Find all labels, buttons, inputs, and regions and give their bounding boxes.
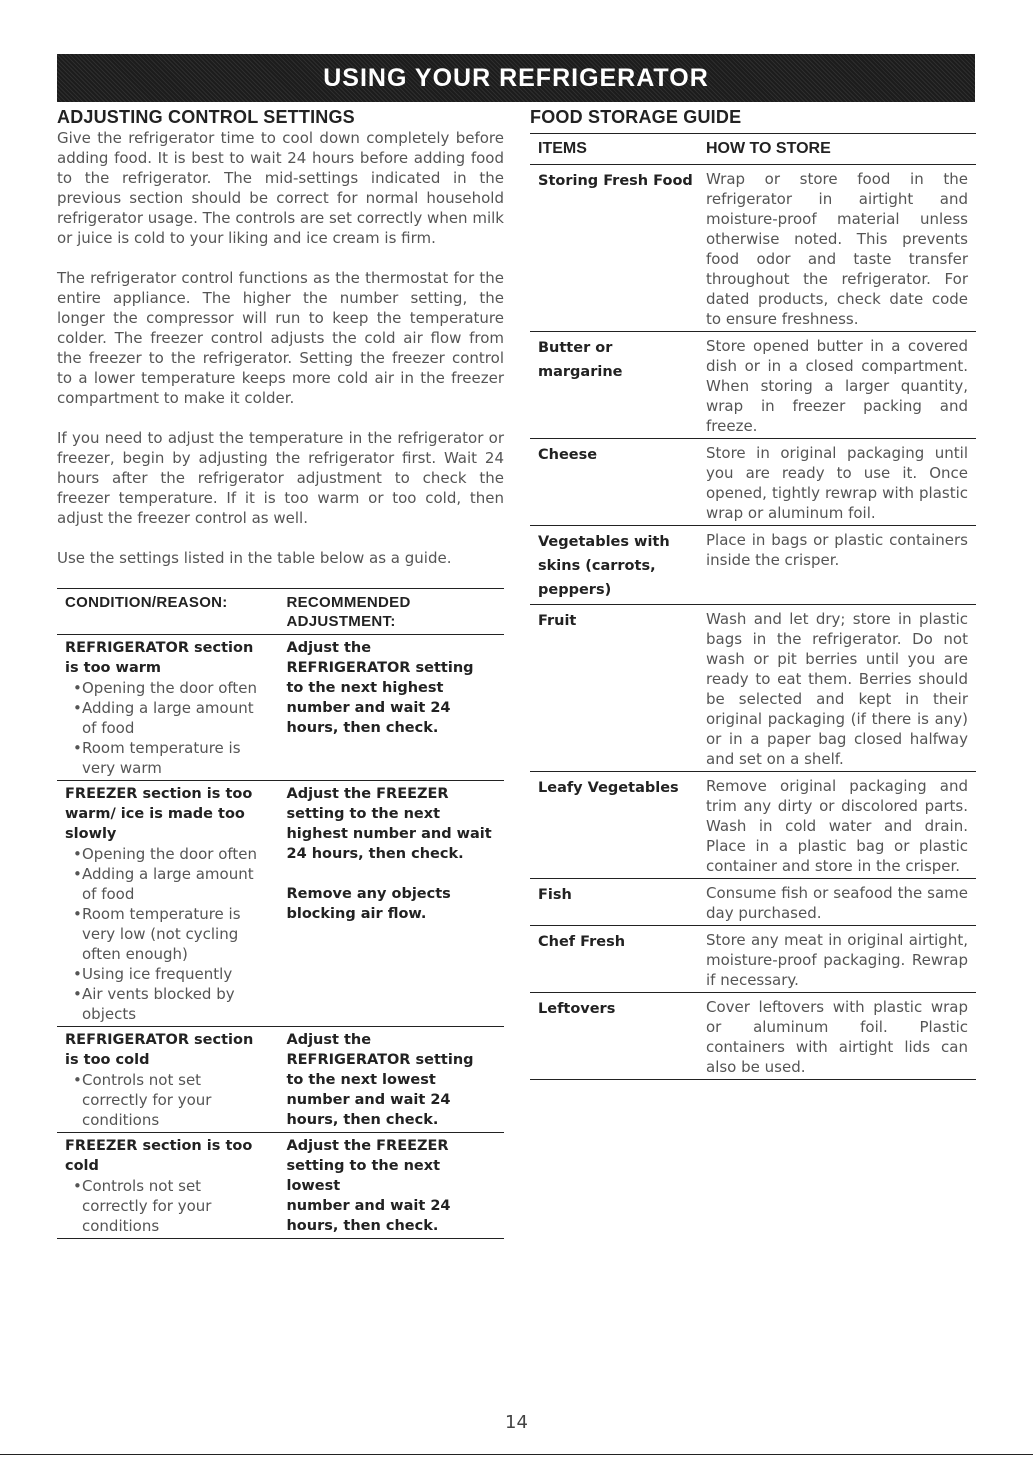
condition-title-line: is too cold — [65, 1052, 150, 1068]
reason-text: objects — [82, 1005, 137, 1023]
adjustment-header-line: RECOMMENDED — [286, 594, 411, 611]
bullet-icon: • — [73, 699, 82, 717]
adjustment-line: REFRIGERATOR setting — [286, 1052, 474, 1068]
reason-item-line — [65, 924, 286, 944]
reason-item-line — [65, 698, 286, 718]
adjustment-line: 24 hours, then check. — [286, 846, 464, 862]
condition-table-body — [57, 635, 504, 1239]
bullet-icon: • — [73, 1071, 82, 1089]
reason-text: conditions — [82, 1111, 160, 1129]
food-item-cell — [538, 776, 706, 876]
table-row — [530, 165, 976, 332]
food-item-line: peppers) — [538, 582, 612, 598]
condition-cell — [65, 1136, 286, 1236]
condition-title-line: cold — [65, 1158, 99, 1174]
reason-text: very low (not cycling — [82, 925, 239, 943]
reason-item-line — [65, 964, 286, 984]
food-guide-column — [530, 106, 976, 1080]
bullet-icon: • — [73, 985, 82, 1003]
reason-text: Opening the door often — [82, 679, 258, 697]
adjustment-line: highest number and wait — [286, 826, 492, 842]
condition-cell — [65, 784, 286, 1024]
reason-item-line — [65, 718, 286, 738]
food-item-cell — [538, 169, 706, 329]
adjustment-cell — [286, 1030, 496, 1130]
adjustment-line: hours, then check. — [286, 1218, 439, 1234]
condition-title-line: is too warm — [65, 660, 161, 676]
adjustment-line: setting to the next lowest — [286, 1158, 441, 1194]
spacer — [286, 864, 496, 884]
adjustment-line: number and wait 24 — [286, 700, 451, 716]
food-item-line: Leafy Vegetables — [538, 780, 679, 796]
reason-text: conditions — [82, 1217, 160, 1235]
adjustment-line: number and wait 24 — [286, 1092, 451, 1108]
adjustment-cell — [286, 784, 496, 1024]
storage-instructions: Wash and let dry; store in plastic bags in the refrigerator. Do not wash or pit berries until you are ready to eat them. Berries should be selected and kept in their original packaging (if there is any) or in a paper bag closed halfway and set on a shelf. — [706, 610, 968, 768]
reason-item-line — [65, 864, 286, 884]
bullet-icon: • — [73, 865, 82, 883]
bottom-divider — [0, 1454, 1033, 1455]
condition-table-header — [57, 589, 504, 635]
reason-item-line — [65, 678, 286, 698]
condition-title-line: slowly — [65, 826, 117, 842]
adjustment-line: Adjust the FREEZER — [286, 1138, 449, 1154]
reason-text: Using ice frequently — [82, 965, 233, 983]
bullet-icon: • — [73, 739, 82, 757]
adjustment-column-header — [286, 593, 496, 634]
table-row — [530, 605, 976, 772]
reason-text: Opening the door often — [82, 845, 258, 863]
page-number: 14 — [505, 1412, 528, 1433]
section-banner: USING YOUR REFRIGERATOR — [57, 54, 975, 102]
condition-table — [57, 588, 504, 1239]
bullet-icon: • — [73, 905, 82, 923]
storage-instructions: Cover leftovers with plastic wrap or aluminum foil. Plastic containers with airtight lids can also be used. — [706, 998, 968, 1076]
reason-text: very warm — [82, 759, 162, 777]
reason-text: of food — [82, 719, 135, 737]
adjusting-heading: ADJUSTING CONTROL SETTINGS — [57, 107, 355, 127]
how-column-header: HOW TO STORE — [706, 140, 831, 157]
table-row — [530, 526, 976, 605]
paragraph: Use the settings listed in the table below as a guide. — [57, 549, 452, 567]
food-item-line: Leftovers — [538, 1001, 616, 1017]
paragraph: The refrigerator control functions as the thermostat for the entire appliance. The higher the number setting, the longer the compressor will run to keep the temperature colder. The freezer control adjusts the cold air flow from the freezer to the refrigerator. Setting the freezer control to a lower temperature keeps more cold air in the freezer compartment to make it colder. — [57, 269, 504, 407]
adjustment-line: to the next lowest — [286, 1072, 436, 1088]
reason-text: Room temperature is — [82, 739, 241, 757]
adjusting-column — [57, 106, 504, 1239]
adjustment-line: Remove any objects — [286, 886, 451, 902]
table-row — [57, 781, 504, 1027]
food-guide-heading: FOOD STORAGE GUIDE — [530, 107, 742, 127]
adjustment-line: blocking air flow. — [286, 906, 427, 922]
condition-title-line: REFRIGERATOR section — [65, 640, 254, 656]
table-row — [57, 1027, 504, 1133]
food-guide-header — [530, 133, 976, 165]
food-item-cell — [538, 997, 706, 1077]
condition-title-line: FREEZER section is too — [65, 786, 253, 802]
adjustment-cell — [286, 1136, 496, 1236]
food-item-line: Chef Fresh — [538, 934, 626, 950]
food-item-line: Fish — [538, 887, 572, 903]
food-item-cell — [538, 930, 706, 990]
reason-text: Adding a large amount — [82, 699, 254, 717]
reason-item-line — [65, 1176, 286, 1196]
food-item-cell — [538, 609, 706, 769]
food-item-cell — [538, 530, 706, 602]
reason-item-line — [65, 944, 286, 964]
reason-item-line — [65, 984, 286, 1004]
reason-item-line — [65, 904, 286, 924]
storage-instructions: Store opened butter in a covered dish or in a closed compartment. When storing a larger quantity, wrap in freezer packing and freeze. — [706, 337, 968, 435]
storage-instructions: Place in bags or plastic containers inside the crisper. — [706, 531, 968, 569]
adjustment-line: Adjust the — [286, 1032, 372, 1048]
table-row — [57, 1133, 504, 1239]
storage-instructions: Store in original packaging until you are ready to use it. Once opened, tightly rewrap with plastic wrap or aluminum foil. — [706, 444, 968, 522]
items-column-header: ITEMS — [538, 140, 587, 157]
adjustment-header-line: ADJUSTMENT: — [286, 613, 396, 630]
bullet-icon: • — [73, 679, 82, 697]
food-item-line: margarine — [538, 364, 623, 380]
food-item-line: skins (carrots, — [538, 558, 656, 574]
reason-text: correctly for your — [82, 1091, 212, 1109]
table-row — [530, 772, 976, 879]
reason-item-line — [65, 1110, 286, 1130]
table-row — [530, 926, 976, 993]
food-item-line: Cheese — [538, 447, 598, 463]
bullet-icon: • — [73, 845, 82, 863]
table-row — [530, 439, 976, 526]
reason-text: Air vents blocked by — [82, 985, 235, 1003]
food-item-line: Vegetables with — [538, 534, 670, 550]
food-item-line: Butter or — [538, 340, 613, 356]
food-item-cell — [538, 443, 706, 523]
table-row — [57, 635, 504, 781]
table-row — [530, 332, 976, 439]
reason-item-line — [65, 1004, 286, 1024]
reason-text: Adding a large amount — [82, 865, 254, 883]
adjustment-line: Adjust the — [286, 640, 372, 656]
condition-cell — [65, 638, 286, 778]
reason-text: Room temperature is — [82, 905, 241, 923]
reason-item-line — [65, 1090, 286, 1110]
storage-instructions: Wrap or store food in the refrigerator in airtight and moisture-proof material unless otherwise noted. This prevents food odor and taste transfer throughout the refrigerator. For dated products, check date code to ensure freshness. — [706, 170, 968, 328]
table-row — [530, 993, 976, 1080]
food-guide-body — [530, 165, 976, 1080]
reason-text: of food — [82, 885, 135, 903]
reason-item-line — [65, 758, 286, 778]
condition-title-line: warm/ ice is made too — [65, 806, 245, 822]
storage-instructions: Consume fish or seafood the same day purchased. — [706, 884, 968, 922]
reason-text: Controls not set — [82, 1071, 202, 1089]
food-item-line: Fruit — [538, 613, 577, 629]
storage-instructions: Remove original packaging and trim any dirty or discolored parts. Wash in cold water and drain. Place in a plastic bag or plastic container and store in the crisper. — [706, 777, 968, 875]
paragraph: If you need to adjust the temperature in the refrigerator or freezer, begin by adjusting the refrigerator first. Wait 24 hours after the refrigerator adjustment to check the freezer temperature. If it is too warm or too cold, then adjust the freezer control as well. — [57, 429, 504, 527]
reason-item-line — [65, 844, 286, 864]
reason-text: correctly for your — [82, 1197, 212, 1215]
adjustment-line: setting to the next — [286, 806, 441, 822]
reason-item-line — [65, 738, 286, 758]
adjustment-line: Adjust the FREEZER — [286, 786, 449, 802]
condition-cell — [65, 1030, 286, 1130]
condition-column-header: CONDITION/REASON: — [65, 594, 228, 611]
food-item-cell — [538, 336, 706, 436]
reason-text: Controls not set — [82, 1177, 202, 1195]
reason-text: often enough) — [82, 945, 188, 963]
adjustment-line: number and wait 24 — [286, 1198, 451, 1214]
adjustment-line: hours, then check. — [286, 1112, 439, 1128]
condition-title-line: REFRIGERATOR section — [65, 1032, 254, 1048]
reason-item-line — [65, 1216, 286, 1236]
food-item-cell — [538, 883, 706, 923]
storage-instructions: Store any meat in original airtight, moisture-proof packaging. Rewrap if necessary. — [706, 931, 968, 989]
adjustment-cell — [286, 638, 496, 778]
condition-title-line: FREEZER section is too — [65, 1138, 253, 1154]
adjustment-line: to the next highest — [286, 680, 444, 696]
paragraph: Give the refrigerator time to cool down completely before adding food. It is best to wait 24 hours before adding food to the refrigerator. The mid-settings indicated in the previous section should be correct for normal household refrigerator usage. The controls are set correctly when milk or juice is cold to your liking and ice cream is firm. — [57, 129, 504, 247]
adjustment-line: REFRIGERATOR setting — [286, 660, 474, 676]
bullet-icon: • — [73, 1177, 82, 1195]
reason-item-line — [65, 1070, 286, 1090]
reason-item-line — [65, 884, 286, 904]
food-item-line: Storing Fresh Food — [538, 173, 693, 189]
reason-item-line — [65, 1196, 286, 1216]
table-row — [530, 879, 976, 926]
adjustment-line: hours, then check. — [286, 720, 439, 736]
bullet-icon: • — [73, 965, 82, 983]
